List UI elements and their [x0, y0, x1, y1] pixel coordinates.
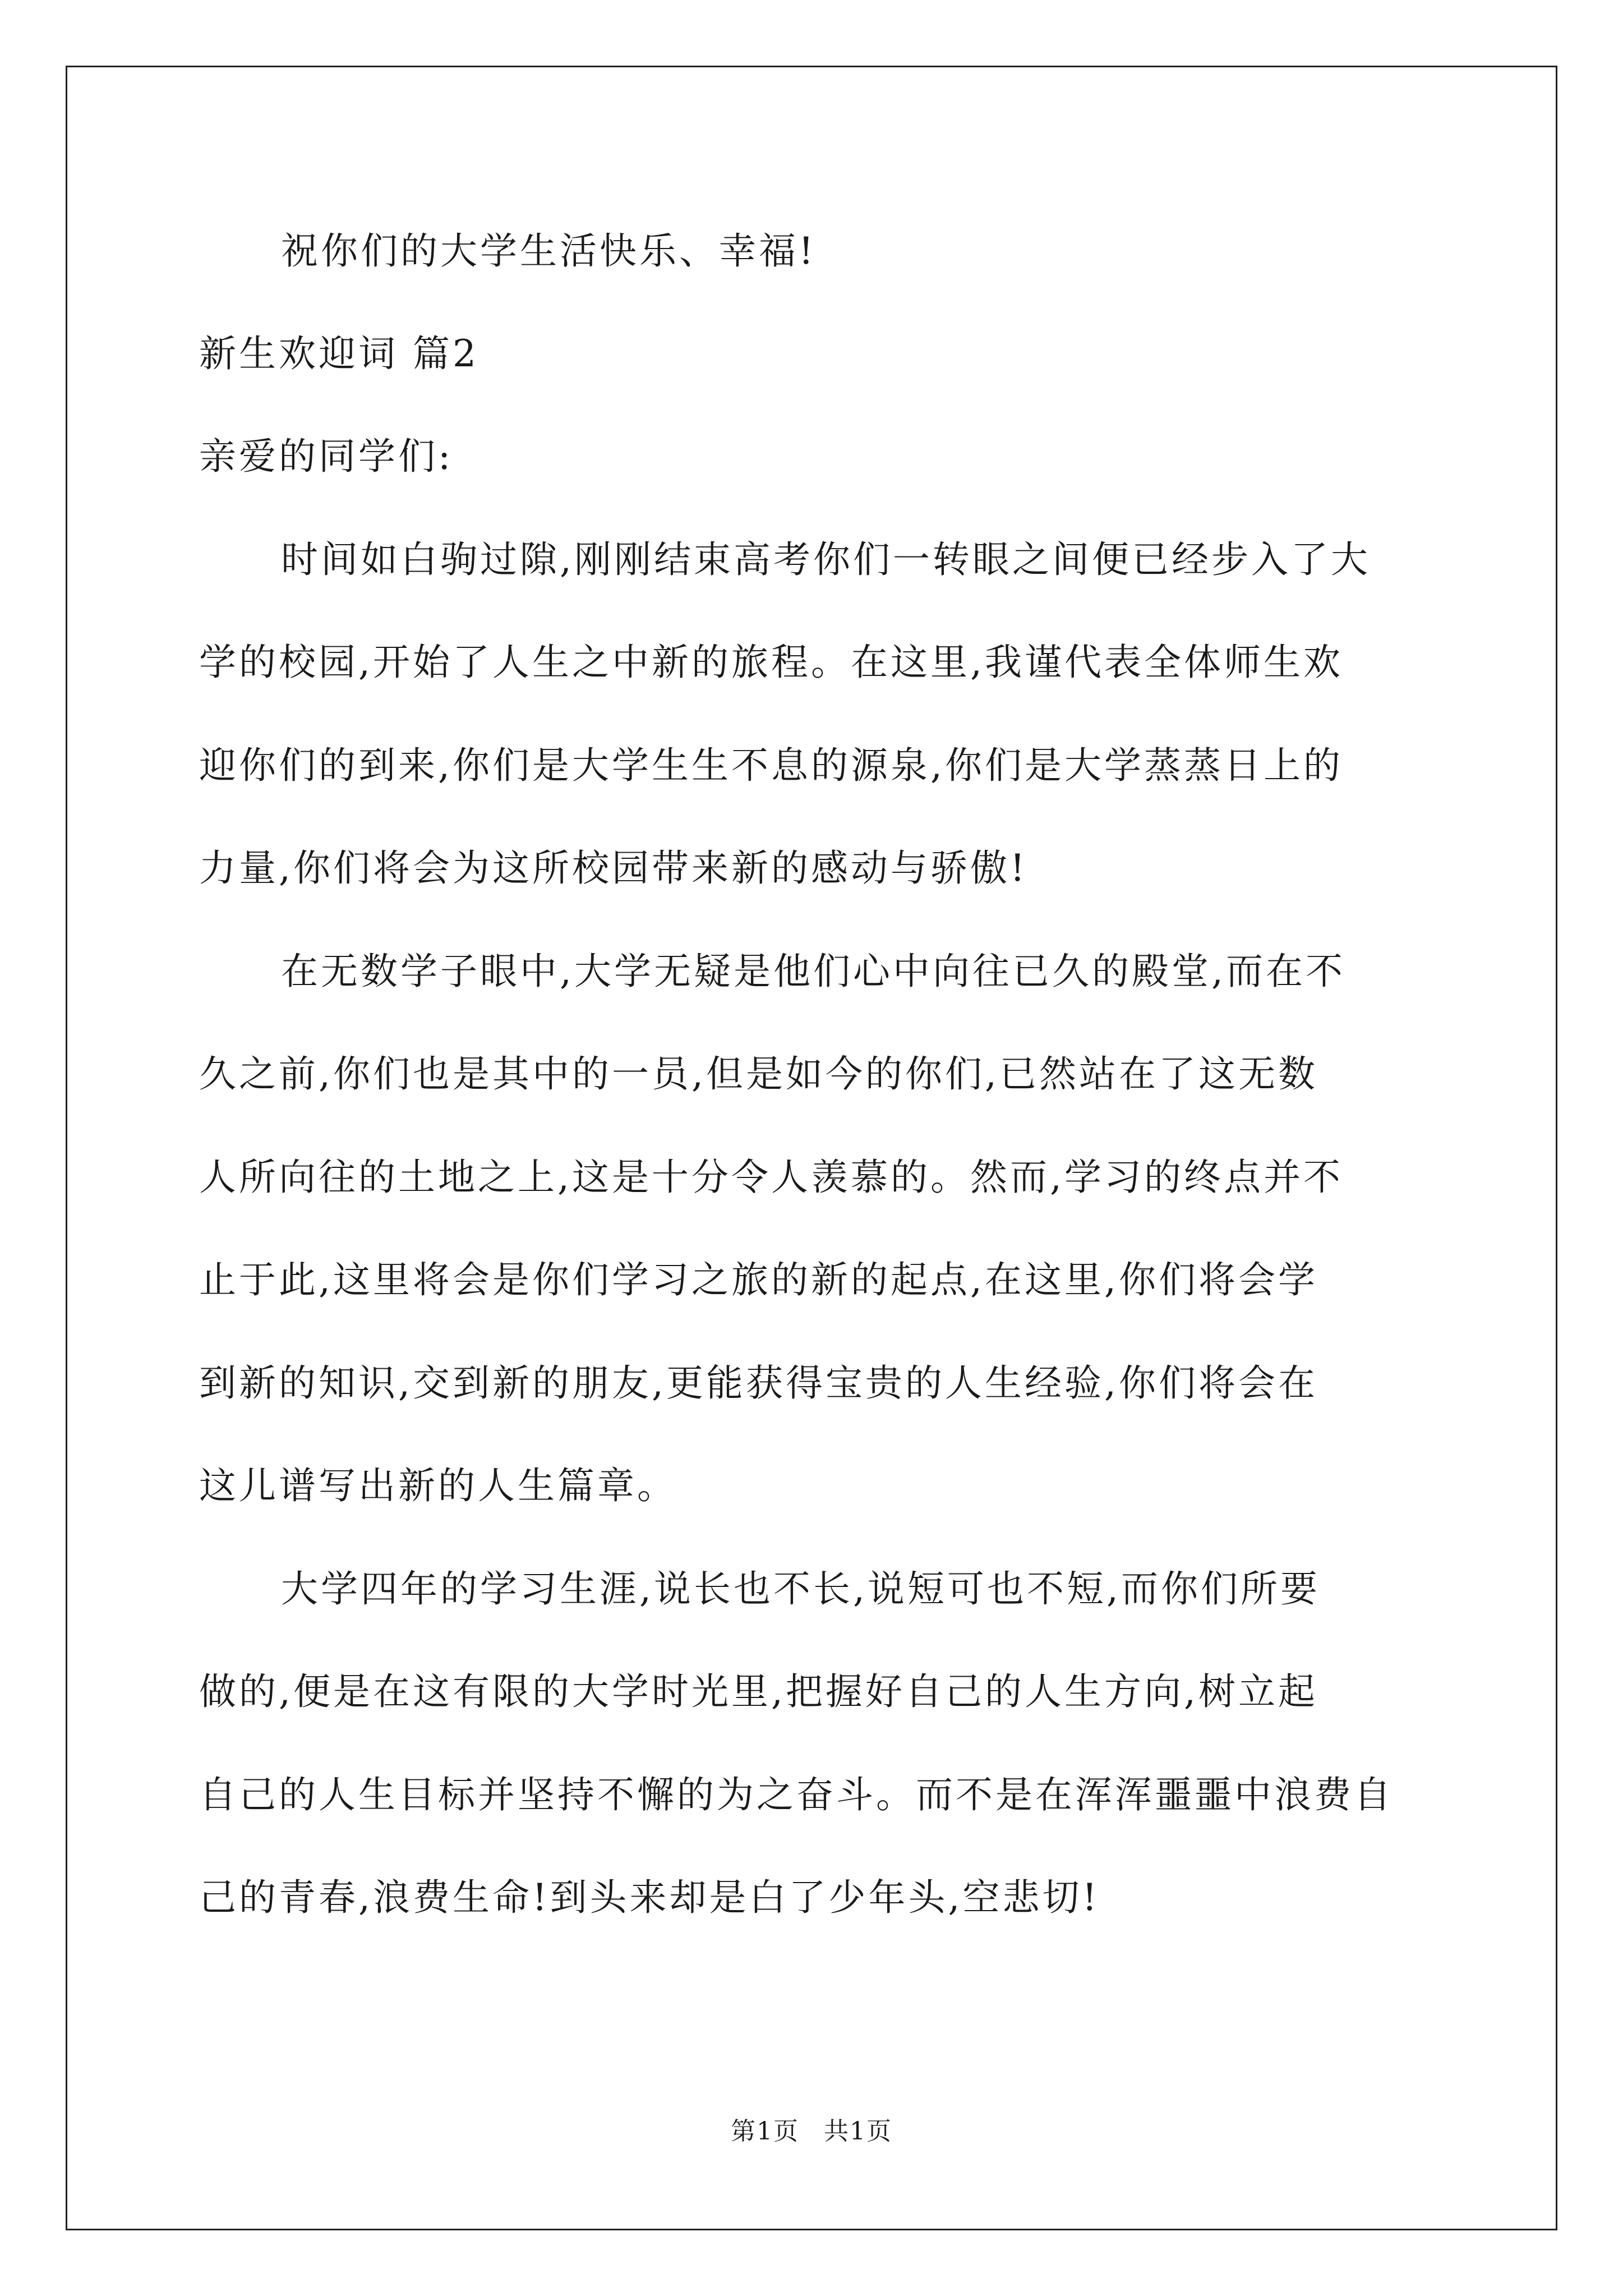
page-number: 第1页 — [731, 2117, 799, 2146]
page-total: 共1页 — [824, 2117, 892, 2146]
paragraph-line: 己的青春,浪费生命!到头来却是白了少年头,空悲切! — [199, 1876, 1100, 1919]
paragraph-line: 迎你们的到来,你们是大学生生不息的源泉,你们是大学蒸蒸日上的 — [199, 744, 1343, 787]
section-heading: 新生欢迎词 篇2 — [199, 332, 479, 375]
paragraph-line: 这儿谱写出新的人生篇章。 — [199, 1464, 677, 1507]
paragraph-line: 做的,便是在这有限的大学时光里,把握好自己的人生方向,树立起 — [199, 1670, 1318, 1713]
salutation: 亲爱的同学们: — [199, 435, 454, 478]
paragraph-line: 自己的人生目标并坚持不懈的为之奋斗。而不是在浑浑噩噩中浪费自 — [199, 1773, 1394, 1816]
paragraph-line: 人所向往的土地之上,这是十分令人羡慕的。然而,学习的终点并不 — [199, 1156, 1343, 1199]
paragraph-line: 大学四年的学习生涯,说长也不长,说短可也不短,而你们所要 — [281, 1567, 1320, 1611]
page-footer — [0, 2111, 1623, 2147]
closing-wish-line: 祝你们的大学生活快乐、幸福! — [281, 229, 817, 273]
paragraph-line: 学的校园,开始了人生之中新的旅程。在这里,我谨代表全体师生欢 — [199, 641, 1343, 684]
paragraph-line: 到新的知识,交到新的朋友,更能获得宝贵的人生经验,你们将会在 — [199, 1361, 1318, 1405]
paragraph-line: 止于此,这里将会是你们学习之旅的新的起点,在这里,你们将会学 — [199, 1258, 1318, 1301]
paragraph-line: 时间如白驹过隙,刚刚结束高考你们一转眼之间便已经步入了大 — [281, 538, 1371, 581]
paragraph-line: 力量,你们将会为这所校园带来新的感动与骄傲! — [199, 846, 1028, 890]
paragraph-line: 在无数学子眼中,大学无疑是他们心中向往已久的殿堂,而在不 — [281, 950, 1345, 993]
paragraph-line: 久之前,你们也是其中的一员,但是如今的你们,已然站在了这无数 — [199, 1052, 1318, 1096]
